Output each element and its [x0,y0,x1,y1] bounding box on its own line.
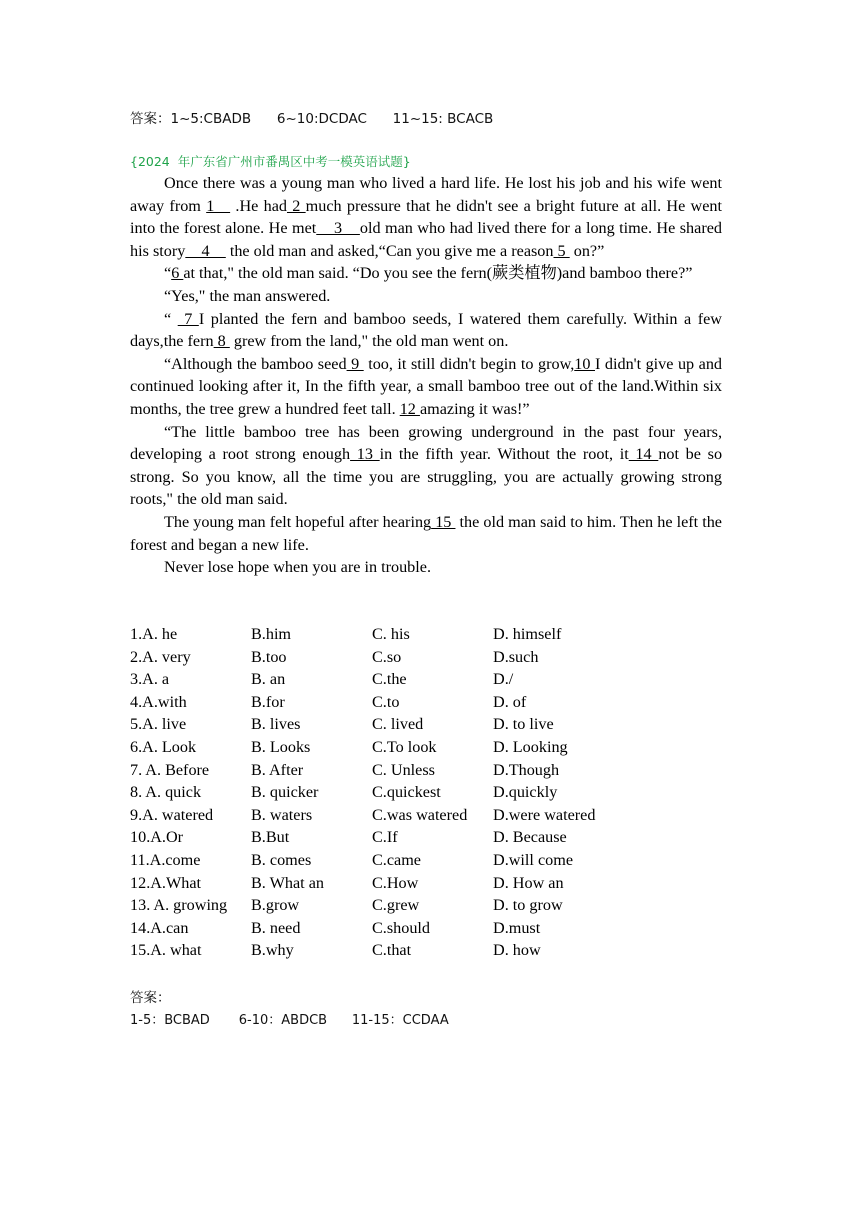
option-c: C.How [372,873,419,892]
blank-15: 15 [431,512,456,531]
text: the old man said to him. Then he left the forest and began a new life. [130,512,722,554]
option-b: B. comes [251,850,312,869]
text: in the fifth year. Without the root, it [379,445,629,464]
option-row [130,872,614,895]
option-row [130,646,614,669]
option-c: C.should [372,918,431,937]
option-row [130,804,614,827]
blank-7: 7 [177,309,199,328]
blank-5: 5 [553,241,570,260]
blank-2: 2 [286,196,306,215]
blank-10: 10 [574,354,595,373]
blank-3: 3 [316,219,360,238]
paragraph-4 [130,308,722,353]
option-a: 5.A. live [130,715,187,734]
text: “ [164,309,178,328]
option-d: D. how [493,941,541,960]
options-list [130,623,614,962]
option-b: B. lives [251,715,301,734]
option-d: D. Looking [493,737,568,756]
paragraph-1 [130,172,722,262]
blank-13: 13 [350,445,380,464]
option-b: B.him [251,625,292,643]
text: the old man and asked,“Can you give me a reason [225,241,554,260]
text: “The little bamboo tree has been growing underground in the past four years, developing a root strong enough [130,422,722,464]
top-answer-key: 答案：1~5:CBADB 6~10:DCDAC 11~15: BCACB [130,111,494,127]
option-b: B. an [251,670,286,689]
text: too, it still didn't begin to grow, [363,354,575,373]
answer-label: 答案： [130,990,171,1006]
option-a: 10.A.Or [130,828,184,847]
option-d: D. How an [493,873,564,892]
text: on?” [569,241,605,260]
option-c: C.came [372,850,421,869]
option-a: 4.A.with [130,692,187,711]
option-c: C. his [372,625,410,643]
option-a: 11.A.come [130,850,201,869]
option-d: D.such [493,647,539,666]
blank-4: 4 [185,241,226,260]
option-row [130,917,614,940]
option-b: B. waters [251,805,313,824]
option-row [130,849,614,872]
option-c: C.grew [372,896,420,915]
option-a: 15.A. what [130,941,202,960]
option-row [130,668,614,691]
cloze-passage [130,172,722,579]
option-d: D.quickly [493,783,558,802]
text: .He had [230,196,287,215]
option-b: B. What an [251,873,324,892]
option-c: C.the [372,670,407,689]
text: amazing it was!” [419,399,530,418]
text: The young man felt hopeful after hearing [164,512,432,531]
option-row [130,623,614,646]
option-row [130,713,614,736]
option-a: 1.A. he [130,625,178,643]
option-b: B. quicker [251,783,319,802]
option-b: B.But [251,828,290,847]
text: not be so strong. So you know, all the time you are struggling, you are actually growing strong roots," the old man said. [130,445,723,509]
option-d: D. himself [493,625,562,643]
option-a: 3.A. a [130,670,170,689]
paragraph-8: Never lose hope when you are in trouble. [164,558,432,577]
option-b: B. Looks [251,737,311,756]
option-c: C.so [372,647,402,666]
option-d: D. Because [493,828,567,847]
option-c: C.was watered [372,805,468,824]
blank-8: 8 [213,332,230,351]
option-d: D.Though [493,760,560,779]
option-c: C.that [372,941,412,960]
option-c: C.to [372,692,400,711]
option-c: C.quickest [372,783,441,802]
option-c: C.To look [372,737,437,756]
paragraph-3: “Yes," the man answered. [164,286,331,305]
paragraph-2 [130,262,722,285]
blank-14: 14 [628,445,659,464]
text: much pressure that he didn't see a bright future at all. He went into the forest alone. He met [130,196,723,238]
paragraph-6 [130,421,722,511]
option-row [130,759,614,782]
option-a: 7. A. Before [130,760,210,779]
option-d: D.will come [493,850,574,869]
text: “Although the bamboo seed [164,354,347,373]
paragraph-7 [130,511,722,556]
text: old man who had lived there for a long time. He shared his story [130,219,722,260]
option-b: B.why [251,941,294,960]
blank-6: 6 [171,264,184,283]
option-row [130,894,614,917]
option-d: D.were watered [493,805,596,824]
paragraph-5 [130,353,722,421]
text: Once there was a young man who lived a hard life. He lost his job and his wife went away from [130,174,722,215]
option-d: D. to live [493,715,554,734]
blank-1: 1 [206,196,231,215]
option-a: 14.A.can [130,918,189,937]
option-d: D.must [493,918,541,937]
text: I planted the fern and bamboo seeds, I watered them carefully. Within a few days,the fern [130,309,722,351]
option-d: D. to grow [493,896,563,915]
bottom-answer-key: 1-5：BCBAD 6-10：ABDCB 11-15：CCDAA [130,1013,449,1028]
option-d: D./ [493,670,514,689]
text: grew from the land," the old man went on. [229,332,509,351]
option-b: B. need [251,918,301,937]
option-b: B.too [251,647,287,666]
text: I didn't give up and continued looking after it, In the fifth year, a small bamboo tree out of the land.Within six months, the tree grew a hundred feet tall. [130,354,723,418]
option-row [130,736,614,759]
option-a: 8. A. quick [130,783,202,802]
option-a: 6.A. Look [130,737,197,756]
option-a: 13. A. growing [130,896,228,915]
option-c: C. Unless [372,760,435,779]
option-row [130,691,614,714]
blank-12: 12 [399,399,420,418]
option-row [130,781,614,804]
option-b: B.grow [251,896,300,915]
option-c: C. lived [372,715,424,734]
option-row [130,826,614,849]
option-a: 12.A.What [130,873,202,892]
source-title: {2024 年广东省广州市番禺区中考一模英语试题} [130,154,411,169]
option-b: B.for [251,692,285,711]
blank-9: 9 [346,354,364,373]
option-row [130,939,614,962]
text: “ [164,264,172,283]
text: at that," the old man said. “Do you see the fern(蕨类植物)and bamboo there?” [183,264,693,283]
option-a: 9.A. watered [130,805,214,824]
option-a: 2.A. very [130,647,191,666]
option-c: C.If [372,828,398,847]
option-b: B. After [251,760,304,779]
option-d: D. of [493,692,527,711]
